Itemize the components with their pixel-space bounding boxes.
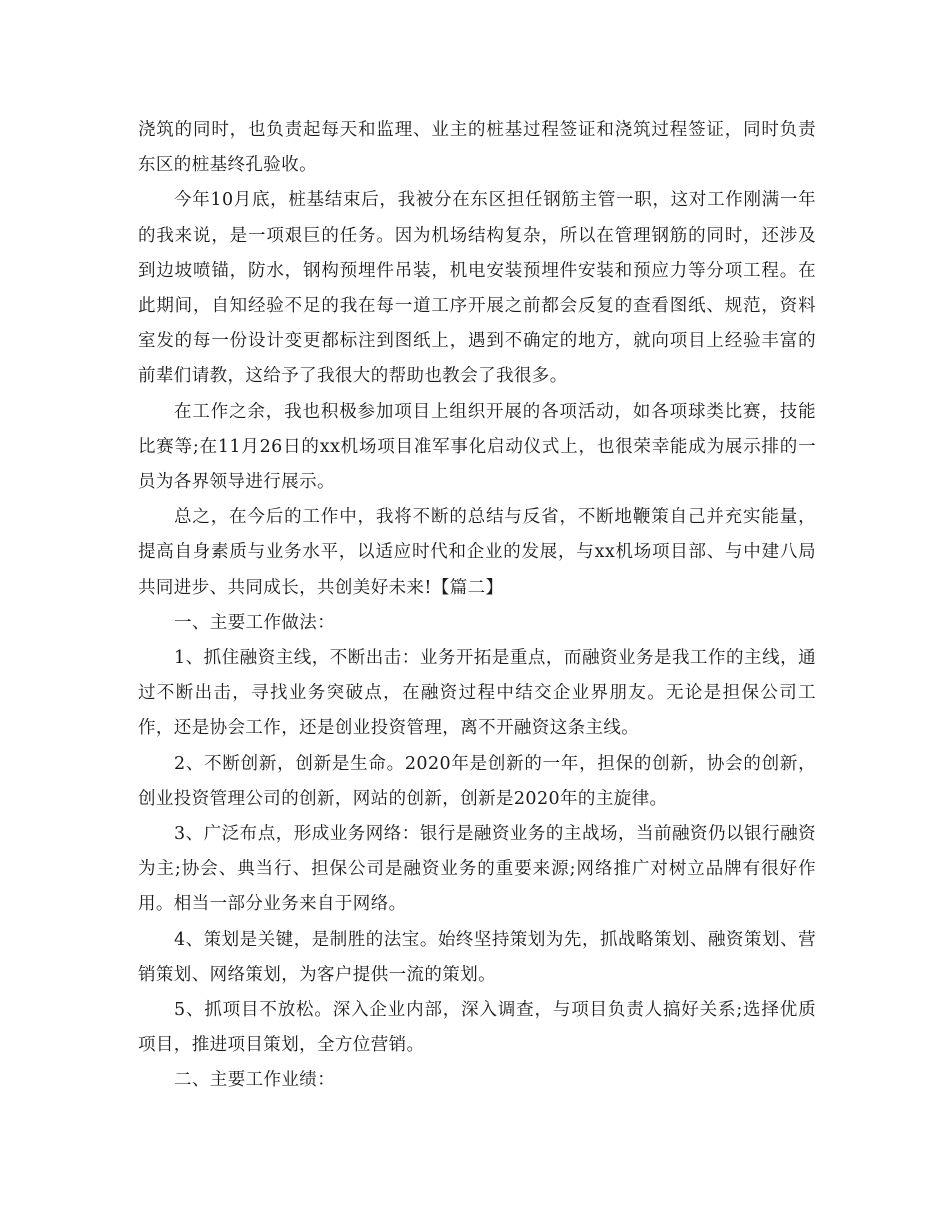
paragraph-1: 浇筑的同时，也负责起每天和监理、业主的桩基过程签证和浇筑过程签证，同时负责东区的桩基终孔验收。 bbox=[138, 120, 816, 176]
document-body bbox=[138, 113, 816, 1099]
section-heading-2: 二、主要工作业绩： bbox=[174, 1070, 336, 1091]
paragraph-2: 今年10月底，桩基结束后，我被分在东区担任钢筋主管一职，这对工作刚满一年的我来说，是一项艰巨的任务。因为机场结构复杂，所以在管理钢筋的同时，还涉及到边坡喷锚，防水，钢构预埋件吊装，机电安装预埋件安装和预应力等分项工程。在此期间，自知经验不足的我在每一道工序开展之前都会反复的查看图纸、规范，资料室发的每一份设计变更都标注到图纸上，遇到不确定的地方，就向项目上经验丰富的前辈们请教，这给予了我很大的帮助也教会了我很多。 bbox=[138, 190, 816, 387]
paragraph-5: 1、抓住融资主线，不断出击：业务开拓是重点，而融资业务是我工作的主线，通过不断出击，寻找业务突破点，在融资过程中结交企业界朋友。无论是担保公司工作，还是协会工作，还是创业投资管理，离不开融资这条主线。 bbox=[138, 648, 816, 739]
paragraph-9: 5、抓项目不放松。深入企业内部，深入调查，与项目负责人搞好关系;选择优质项目，推进项目策划，全方位营销。 bbox=[138, 1000, 816, 1056]
paragraph-4: 总之，在今后的工作中，我将不断的总结与反省，不断地鞭策自己并充实能量，提高自身素质与业务水平，以适应时代和企业的发展，与xx机场项目部、与中建八局共同进步、共同成长，共创美好未来!【篇二】 bbox=[138, 507, 816, 598]
section-heading-1: 一、主要工作做法： bbox=[174, 612, 336, 633]
paragraph-3: 在工作之余，我也积极参加项目上组织开展的各项活动，如各项球类比赛，技能比赛等;在11月26日的xx机场项目准军事化启动仪式上，也很荣幸能成为展示排的一员为各界领导进行展示。 bbox=[138, 401, 816, 493]
paragraph-8: 4、策划是关键，是制胜的法宝。始终坚持策划为先，抓战略策划、融资策划、营销策划、网络策划，为客户提供一流的策划。 bbox=[138, 929, 816, 985]
paragraph-6: 2、不断创新，创新是生命。2020年是创新的一年，担保的创新，协会的创新，创业投资管理公司的创新，网站的创新，创新是2020年的主旋律。 bbox=[138, 753, 816, 809]
paragraph-7: 3、广泛布点，形成业务网络：银行是融资业务的主战场，当前融资仍以银行融资为主;协会、典当行、担保公司是融资业务的重要来源;网络推广对树立品牌有很好作用。相当一部分业务来自于网络。 bbox=[138, 824, 816, 915]
